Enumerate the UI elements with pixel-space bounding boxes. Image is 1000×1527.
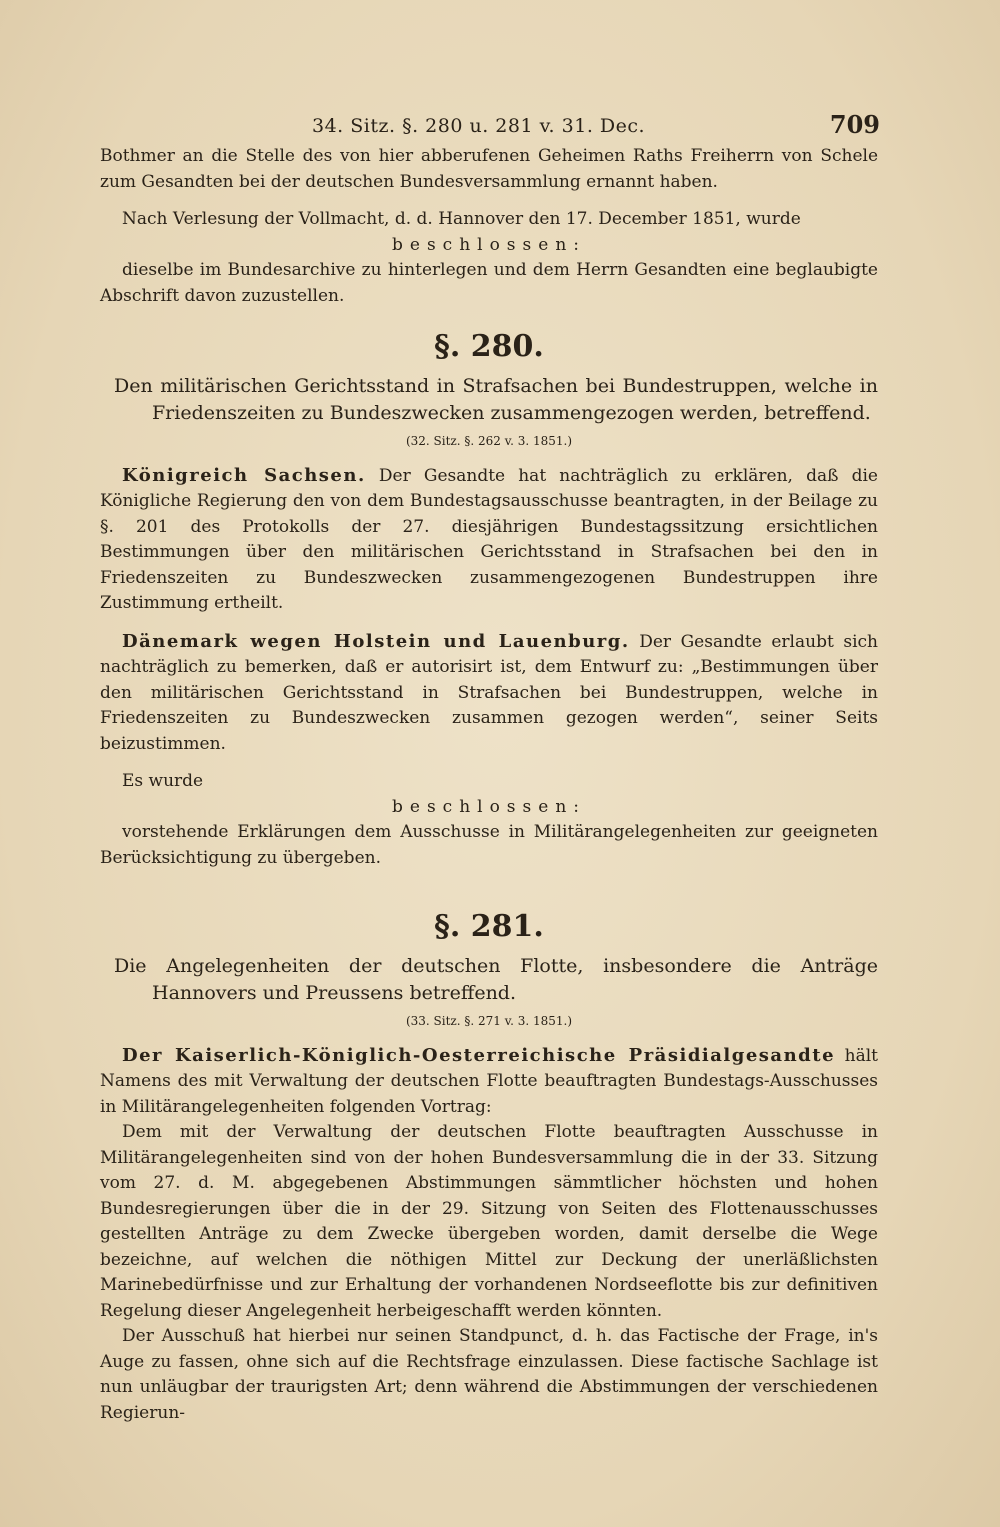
sachsen-declaration bbox=[100, 463, 878, 617]
speaker-text: hält Namens des mit Verwaltung der deutschen Flotte beauftragten Bundestags-Ausschusses in Militärangelegenheiten folgenden Vortrag: bbox=[100, 1045, 879, 1117]
section-280-heading: §. 280. bbox=[434, 329, 544, 364]
sachsen-text: Der Gesandte hat nachträglich zu erklären, daß die Königliche Regierung den von dem Bundestagsausschusse beantragten, in der Beilage zu §. 201 des Protokolls der 27. diesjährigen Bundestagssitzung ersichtlichen Bestimmungen über den militärischen Gerichtsstand in Strafsachen bei den in Friedenszeiten zu Bundeszwecken zusammengezogenen Bundestruppen ihre Zustimmung ertheilt. bbox=[100, 465, 878, 613]
state-label-daenemark: Dänemark wegen Holstein und Lauenburg. bbox=[122, 630, 630, 652]
presidential-speaker-paragraph bbox=[100, 1043, 878, 1121]
intro-paragraph-2: Nach Verlesung der Vollmacht, d. d. Hannover den 17. December 1851, wurde bbox=[122, 209, 801, 229]
running-head: 34. Sitz. §. 280 u. 281 v. 31. Dec. bbox=[312, 115, 646, 137]
page-number: 709 bbox=[829, 110, 880, 139]
resolution-keyword-280: beschlossen: bbox=[392, 796, 586, 817]
speaker-label: Der Kaiserlich-Königlich-Oesterreichische Präsidialgesandte bbox=[122, 1044, 836, 1066]
section-281-heading: §. 281. bbox=[434, 909, 544, 944]
page-body bbox=[100, 108, 878, 1426]
resolution-keyword: beschlossen: bbox=[392, 234, 586, 255]
section-281-title: Die Angelegenheiten der deutschen Flotte, insbesondere die Anträge Hannovers und Preussens betreffend. bbox=[114, 955, 878, 1004]
state-label-sachsen: Königreich Sachsen. bbox=[122, 464, 366, 486]
intro-paragraph-1: Bothmer an die Stelle des von hier abberufenen Geheimen Raths Freiherrn von Schele zum Gesandten bei der deutschen Bundesversammlung ernannt haben. bbox=[100, 146, 878, 192]
daenemark-declaration bbox=[100, 629, 878, 758]
section-280-title: Den militärischen Gerichtsstand in Strafsachen bei Bundestruppen, welche in Friedenszeiten zu Bundeszwecken zusammengezogen werden, betreffend. bbox=[114, 375, 878, 424]
section-280-decision: vorstehende Erklärungen dem Ausschusse in Militärangelegenheiten zur geeigneten Berücksichtigung zu übergeben. bbox=[100, 822, 878, 868]
report-paragraph-1: Dem mit der Verwaltung der deutschen Flotte beauftragten Ausschusse in Militärangelegenheiten sind von der hohen Bundesversammlung die in der 33. Sitzung vom 27. d. M. abgegebenen Abstimmungen sämmtlicher höchsten und hohen Bundesregierungen über die in der 29. Sitzung von Seiten des Flottenausschusses gestellten Anträge zu dem Zwecke übergeben worden, damit derselbe die Wege bezeichne, auf welchen die nöthigen Mittel zur Deckung der unerläßlichsten Marinebedürfnisse und zur Erhaltung der vorhandenen Nordseeflotte bis zur definitiven Regelung dieser Angelegenheit herbeigeschafft werden könnten. bbox=[100, 1122, 878, 1321]
es-wurde-line: Es wurde bbox=[122, 771, 204, 791]
report-paragraph-2: Der Ausschuß hat hierbei nur seinen Standpunct, d. h. das Factische der Frage, in's Auge zu fassen, ohne sich auf die Rechtsfrage einzulassen. Diese factische Sachlage ist nun unläugbar der traurigsten Art; denn während die Abstimmungen der verschiedenen Regierun- bbox=[100, 1326, 878, 1423]
intro-paragraph-3: dieselbe im Bundesarchive zu hinterlegen und dem Herrn Gesandten eine beglaubigte Abschrift davon zuzustellen. bbox=[100, 260, 878, 306]
page-header bbox=[100, 108, 878, 144]
daenemark-text: Der Gesandte erlaubt sich nachträglich zu bemerken, daß er autorisirt ist, dem Entwurf zu: „Bestimmungen über den militärischen Gerichtsstand in Strafsachen bei Bundestruppen, welche in Friedenszeiten zu Bundeszwecken zusammen gezogen werden“, seiner Seits beizustimmen. bbox=[100, 631, 878, 754]
section-280-citation: (32. Sitz. §. 262 v. 3. 1851.) bbox=[405, 434, 573, 448]
section-281-citation: (33. Sitz. §. 271 v. 3. 1851.) bbox=[405, 1014, 573, 1028]
